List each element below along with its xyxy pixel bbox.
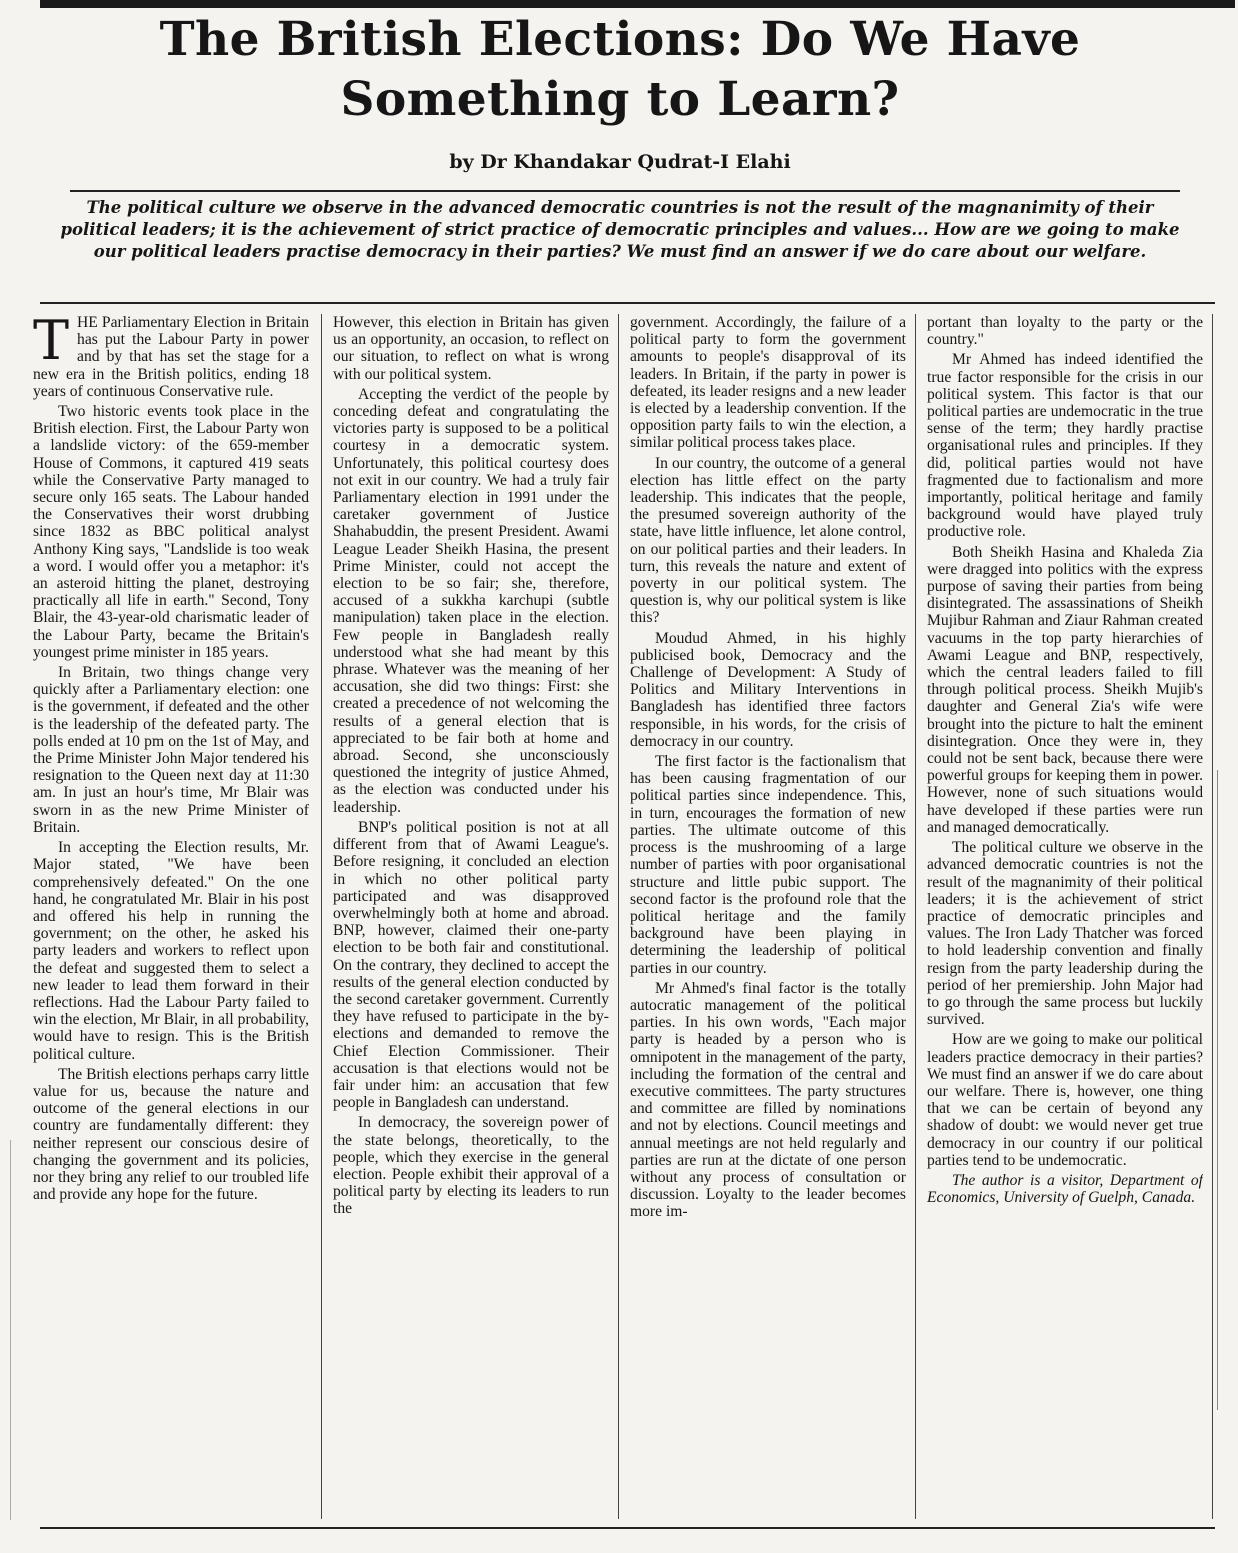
column-divider <box>915 314 916 1519</box>
article-paragraph: portant than loyalty to the party or the country." <box>927 314 1203 349</box>
article-column-3 <box>630 314 906 1519</box>
article-paragraph: Both Sheikh Hasina and Khaleda Zia were dragged into politics with the express purpose of saving their parties from being disintegrated. The assassinations of Sheikh Mujibur Rahman and Ziaur Rahman created vacuums in the top party hierarchies of Awami League and BNP, respectively, which the central leaders failed to fill through political process. Sheikh Mujib's daughter and General Zia's wife were brought into the picture to halt the eminent disintegration. Once they were in, they could not be sent back, because there were powerful groups for keeping them in power. However, none of such situations would have developed if these parties were run and managed democratically. <box>927 543 1203 836</box>
column-divider <box>1212 314 1213 1519</box>
article-paragraph: Moudud Ahmed, in his highly publicised book, Democracy and the Challenge of Development: A Study of Politics and Military Interventions in Bangladesh has identified three factors responsible, in his words, for the crisis of democracy in our country. <box>630 629 906 750</box>
article-paragraph: Mr Ahmed's final factor is the totally autocratic management of the political parties. In his own words, "Each major party is headed by a person who is omnipotent in the management of the party, including the formation of the central and executive committees. The party structures and committee are filled by nominations and not by elections. Council meetings and annual meetings are not held regularly and parties are run at the dictate of one person without any process of consultation or discussion. Loyalty to the leader becomes more im- <box>630 979 906 1221</box>
article-paragraph: Mr Ahmed has indeed identified the true factor responsible for the crisis in our political system. This factor is that our political parties are undemocratic in the true sense of the term; they hardly practise organisational rules and principles. If they did, political parties would not have fragmented due to factionalism and more importantly, political heritage and family background would have played truly productive role. <box>927 351 1203 541</box>
article-paragraph: government. Accordingly, the failure of a political party to form the government amounts to people's disapproval of its leaders. In Britain, if the party in power is defeated, its leader resigns and a new leader is elected by a leadership convention. If the opposition party fails to win the election, a similar political process takes place. <box>630 314 906 452</box>
footer-rule <box>40 1527 1215 1529</box>
article-paragraph: In our country, the outcome of a general election has little effect on the party leadership. This indicates that the people, the presumed sovereign authority of the state, have little influence, let alone control, on our political parties and their leaders. In turn, this reveals the nature and extent of poverty in our political system. The question is, why our political system is like this? <box>630 454 906 627</box>
headline: The British Elections: Do We Have Something to Learn? <box>159 12 1081 127</box>
article-column-1 <box>33 314 309 1519</box>
standfirst-top-rule <box>70 190 1180 192</box>
byline: by Dr Khandakar Qudrat-I Elahi <box>449 151 791 173</box>
top-border-bar <box>40 0 1235 8</box>
article-column-4 <box>927 314 1203 1519</box>
article-paragraph: The first factor is the factionalism that has been causing fragmentation of our political parties since independence. This, in turn, encourages the formation of new parties. The ultimate outcome of this process is the mushrooming of a large number of parties with poor organisational structure and little pubic support. The second factor is the profound role that the political heritage and the family background have been playing in determining the leadership of political parties in our country. <box>630 753 906 977</box>
adjacent-article-edge-left <box>0 1140 11 1520</box>
article-paragraph: In Britain, two things change very quickly after a Parliamentary election: one is the government, if defeated and the other is the leadership of the defeated party. The polls ended at 10 pm on the 1st of May, and the Prime Minister John Major tendered his resignation to the Queen next day at 11:30 am. In just an hour's time, Mr Blair was sworn in as the new Prime Minister of Britain. <box>33 664 309 836</box>
article-column-2 <box>333 314 609 1519</box>
author-credit: The author is a visitor, Department of Economics, University of Guelph, Canada. <box>927 1171 1203 1207</box>
drop-cap: T <box>33 314 70 372</box>
adjacent-article-edge-right <box>1217 770 1238 1410</box>
article-paragraph: In accepting the Election results, Mr. Major stated, "We have been comprehensively defeated." On the one hand, he congratulated Mr. Blair in his post and offered his help in running the government; on the other, he asked his party leaders and workers to reflect upon the defeat and suggested them to select a new leader to lead them forward in their reflections. Had the Labour Party failed to win the election, Mr Blair, in all probability, would have to resign. This is the British political culture. <box>33 839 309 1063</box>
article-paragraph: However, this election in Britain has given us an opportunity, an occasion, to reflect on our situation, to reflect on what is wrong with our political system. <box>333 314 609 383</box>
standfirst: The political culture we observe in the advanced democratic countries is not the result of the magnanimity of their political leaders; it is the achievement of strict practice of democratic principles and values... How are we going to make our political leaders practise democracy in their parties? We must find an answer if we do care about our welfare. <box>60 198 1180 261</box>
column-divider <box>321 314 322 1519</box>
article-paragraph: BNP's political position is not at all different from that of Awami League's. Before resigning, it concluded an election in which no other political party participated and was disapproved overwhelmingly both at home and abroad. BNP, however, claimed their one-party election to be both fair and constitutional. On the contrary, they declined to accept the results of the general election conducted by the second caretaker government. Currently they have refused to participate in the by-elections and demanded to remove the Chief Election Commissioner. Their accusation is that elections would not be fair under him: an accusation that few people in Bangladesh can understand. <box>333 818 609 1112</box>
article-paragraph <box>33 314 309 400</box>
article-paragraph: Two historic events took place in the British election. First, the Labour Party won a landslide victory: of the 659-member House of Commons, it captured 419 seats while the Conservative Party managed to secure only 165 seats. The Labour handed the Conservatives their worst drubbing since 1832 as BBC political analyst Anthony King says, "Landslide is too weak a word. I would offer you a metaphor: it's an asteroid hitting the planet, destroying practically all life in earth." Second, Tony Blair, the 43-year-old charismatic leader of the Labour Party, became the Britain's youngest prime minister in 185 years. <box>33 403 309 661</box>
article-paragraph: The British elections perhaps carry little value for us, because the nature and outcome of the general elections in our country are fundamentally different: they neither represent our conscious desire of changing the government and its policies, nor they bring any relief to our troubled life and provide any hope for the future. <box>33 1065 309 1204</box>
article-paragraph: In democracy, the sovereign power of the state belongs, theoretically, to the people, which they exercise in the general election. People exhibit their approval of a political party by electing its leaders to run the <box>333 1114 609 1218</box>
standfirst-bottom-rule <box>40 302 1215 304</box>
article-paragraph: Accepting the verdict of the people by conceding defeat and congratulating the victories party is supposed to be a political courtesy in a democratic system. Unfortunately, this political courtesy does not exit in our country. We had a truly fair Parliamentary election in 1991 under the caretaker government of Justice Shahabuddin, the present President. Awami League Leader Sheikh Hasina, the present Prime Minister, could not accept the election to be so fair; she, therefore, accused of a sukkha karchupi (subtle manipulation) taken place in the election. Few people in Bangladesh really understood what she had meant by this phrase. Whatever was the meaning of her accusation, she did two things: First: she created a precedence of not welcoming the results of a general election that is appreciated to be fair both at home and abroad. Second, she unconsciously questioned the integrity of justice Ahmed, as the election was conducted under his leadership. <box>333 385 609 816</box>
article-paragraph: The political culture we observe in the advanced democratic countries is not the result of the magnanimity of their political leaders; it is the achievement of strict practice of democratic principles and values. The Iron Lady Thatcher was forced to hold leadership convention and finally resign from the party leadership during the period of her premiership. John Major had to go through the same process but luckily survived. <box>927 839 1203 1029</box>
paragraph-text: HE Parliamentary Election in Britain has put the Labour Party in power and by that has set the stage for a new era in the British politics, ending 18 years of continuous Conservative rule. <box>33 314 309 400</box>
column-divider <box>618 314 619 1519</box>
article-paragraph: How are we going to make our political leaders practice democracy in their parties? We must find an answer if we do care about our welfare. There is, however, one thing that we can be certain of beyond any shadow of doubt: we would never get true democracy in our country if our political parties tend to be undemocratic. <box>927 1031 1203 1169</box>
